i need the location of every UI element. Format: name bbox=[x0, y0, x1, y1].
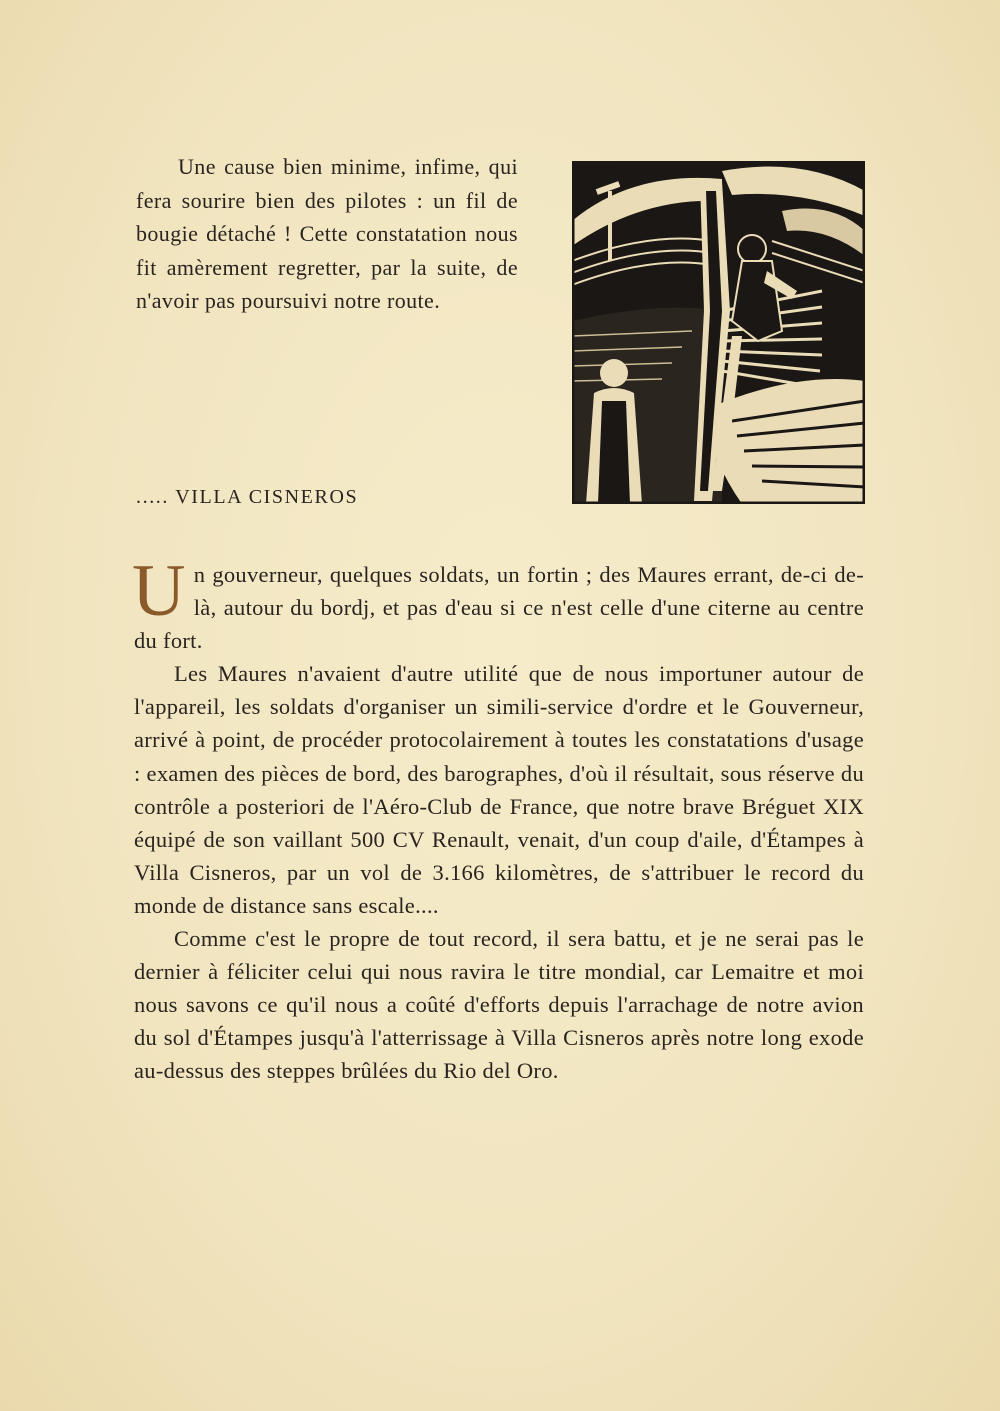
woodcut-illustration bbox=[572, 161, 865, 504]
paragraph-1-text: n gouverneur, quelques soldats, un fortin ; des Maures errant, de-ci de-là, autour du bordj, et pas d'eau si ce n'est celle d'une citerne au centre du fort. bbox=[134, 562, 864, 654]
woodcut-aviator-propeller-icon bbox=[572, 161, 865, 504]
body-text bbox=[132, 550, 864, 1088]
intro-text: Une cause bien minime, infime, qui fera sourire bien des pilotes : un fil de bougie détaché ! Cette constatation nous fit amèrement regretter, par la suite, de n'avoir pas poursuivi notre route. bbox=[136, 154, 518, 313]
paragraph-3: Comme c'est le propre de tout record, il sera battu, et je ne serai pas le dernier à féliciter celui qui nous ravira le titre mondial, car Lemaitre et moi nous savons ce qu'il nous a coûté d'efforts depuis l'arrachage de notre avion du sol d'Étampes jusqu'à l'atterrissage à Villa Cisneros après notre long exode au-dessus des steppes brûlées du Rio del Oro. bbox=[134, 926, 864, 1084]
paragraph-1 bbox=[132, 550, 864, 657]
section-heading: ..... VILLA CISNEROS bbox=[136, 486, 359, 508]
intro-paragraph bbox=[136, 150, 518, 318]
paragraph-2: Les Maures n'avaient d'autre utilité que de nous importuner autour de l'appareil, les soldats d'organiser un simili-service d'ordre et le Gouverneur, arrivé à point, de procéder protocolairement à toutes les constatations d'usage : examen des pièces de bord, des barographes, d'où il résultait, sous réserve du contrôle a posteriori de l'Aéro-Club de France, que notre brave Bréguet XIX équipé de son vaillant 500 CV Renault, venait, d'un coup d'aile, d'Étampes à Villa Cisneros, par un vol de 3.166 kilomètres, de s'attribuer le record du monde de distance sans escale.... bbox=[134, 661, 864, 918]
drop-cap: U bbox=[132, 550, 186, 632]
